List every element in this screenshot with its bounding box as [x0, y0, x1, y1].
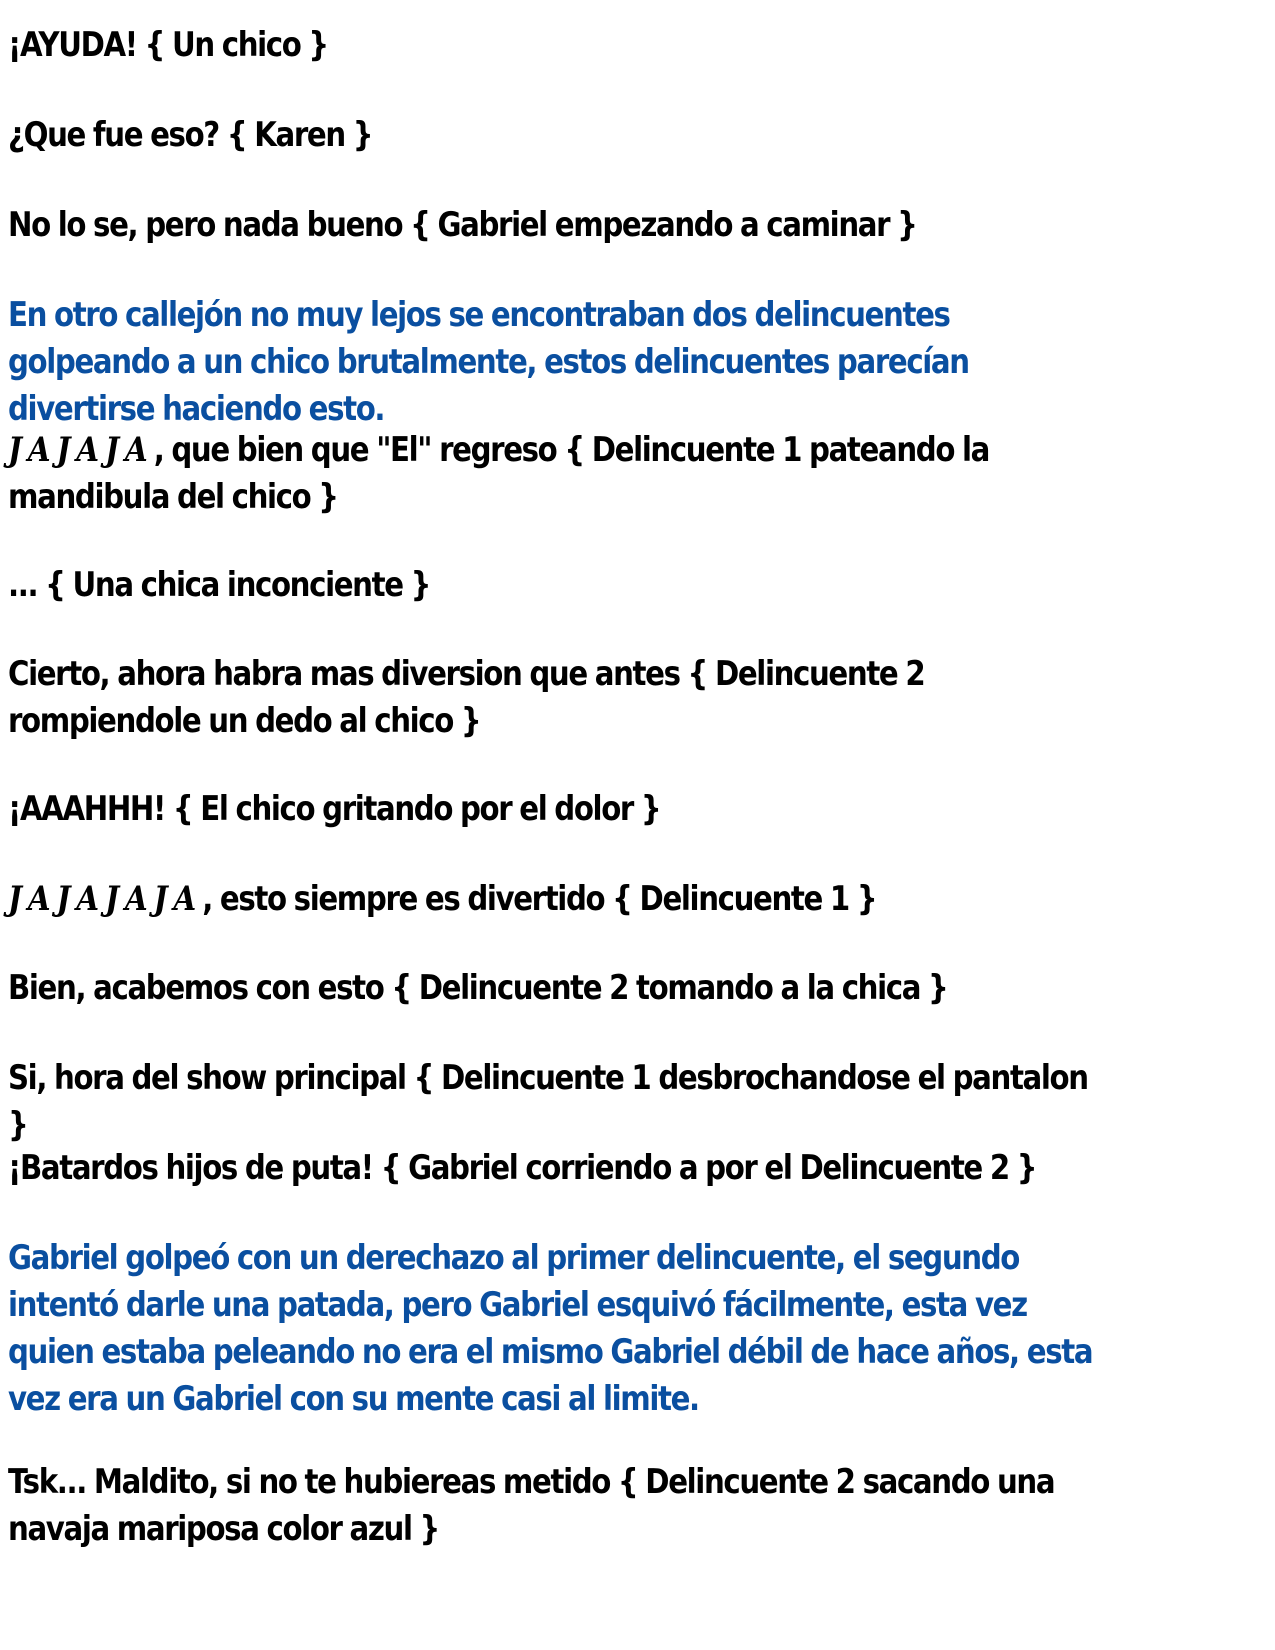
- line-text: ¡AYUDA! { Un chico }: [8, 25, 328, 65]
- dialogue-line: [8, 876, 1093, 923]
- dialogue-line: [8, 427, 1093, 521]
- line-text: No lo se, pero nada bueno { Gabriel empezando a caminar }: [8, 205, 917, 245]
- line-text: Bien, acabemos con esto { Delincuente 2 tomando a la chica }: [8, 968, 948, 1008]
- dialogue-line: [8, 1145, 1093, 1192]
- line-text: Gabriel golpeó con un derechazo al primer delincuente, el segundo intentó darle una patada, pero Gabriel esquivó fácilmente, esta vez quien estaba peleando no era el mismo Gabriel débil de hace años, esta vez era un Gabriel con su mente casi al limite.: [8, 1238, 1093, 1419]
- line-text: Si, hora del show principal { Delincuente 1 desbrochandose el pantalon }: [8, 1058, 1088, 1145]
- line-text: ... { Una chica inconciente }: [8, 565, 431, 605]
- line-text: , esto siempre es divertido { Delincuente 1 }: [202, 879, 877, 919]
- dialogue-line: [8, 965, 1093, 1012]
- dialogue-line: [8, 1055, 1093, 1149]
- dialogue-line: [8, 651, 1093, 745]
- line-text: Tsk... Maldito, si no te hubiereas metido { Delincuente 2 sacando una navaja mariposa color azul }: [8, 1462, 1055, 1549]
- line-text: ¿Que fue eso? { Karen }: [8, 115, 373, 155]
- dialogue-line: [8, 22, 1093, 69]
- line-text: Cierto, ahora habra mas diversion que antes { Delincuente 2 rompiendole un dedo al chico }: [8, 654, 925, 741]
- narration-paragraph: [8, 292, 1093, 433]
- line-text: En otro callejón no muy lejos se encontraban dos delincuentes golpeando a un chico brutalmente, estos delincuentes parecían divertirse haciendo esto.: [8, 295, 969, 429]
- line-text: , que bien que "El" regreso { Delincuente 1 pateando la mandibula del chico }: [8, 430, 989, 517]
- dialogue-line: [8, 1459, 1093, 1553]
- document-page: [8, 0, 1270, 1650]
- laugh-text: JAJAJAJA: [8, 879, 203, 919]
- laugh-text: JAJAJA: [8, 430, 154, 470]
- dialogue-line: [8, 112, 1093, 159]
- line-text: ¡Batardos hijos de puta! { Gabriel corriendo a por el Delincuente 2 }: [8, 1148, 1037, 1188]
- dialogue-line: [8, 202, 1093, 249]
- dialogue-line: [8, 786, 1093, 833]
- narration-paragraph: [8, 1235, 1093, 1423]
- line-text: ¡AAAHHH! { El chico gritando por el dolor }: [8, 789, 661, 829]
- dialogue-line: [8, 562, 1093, 609]
